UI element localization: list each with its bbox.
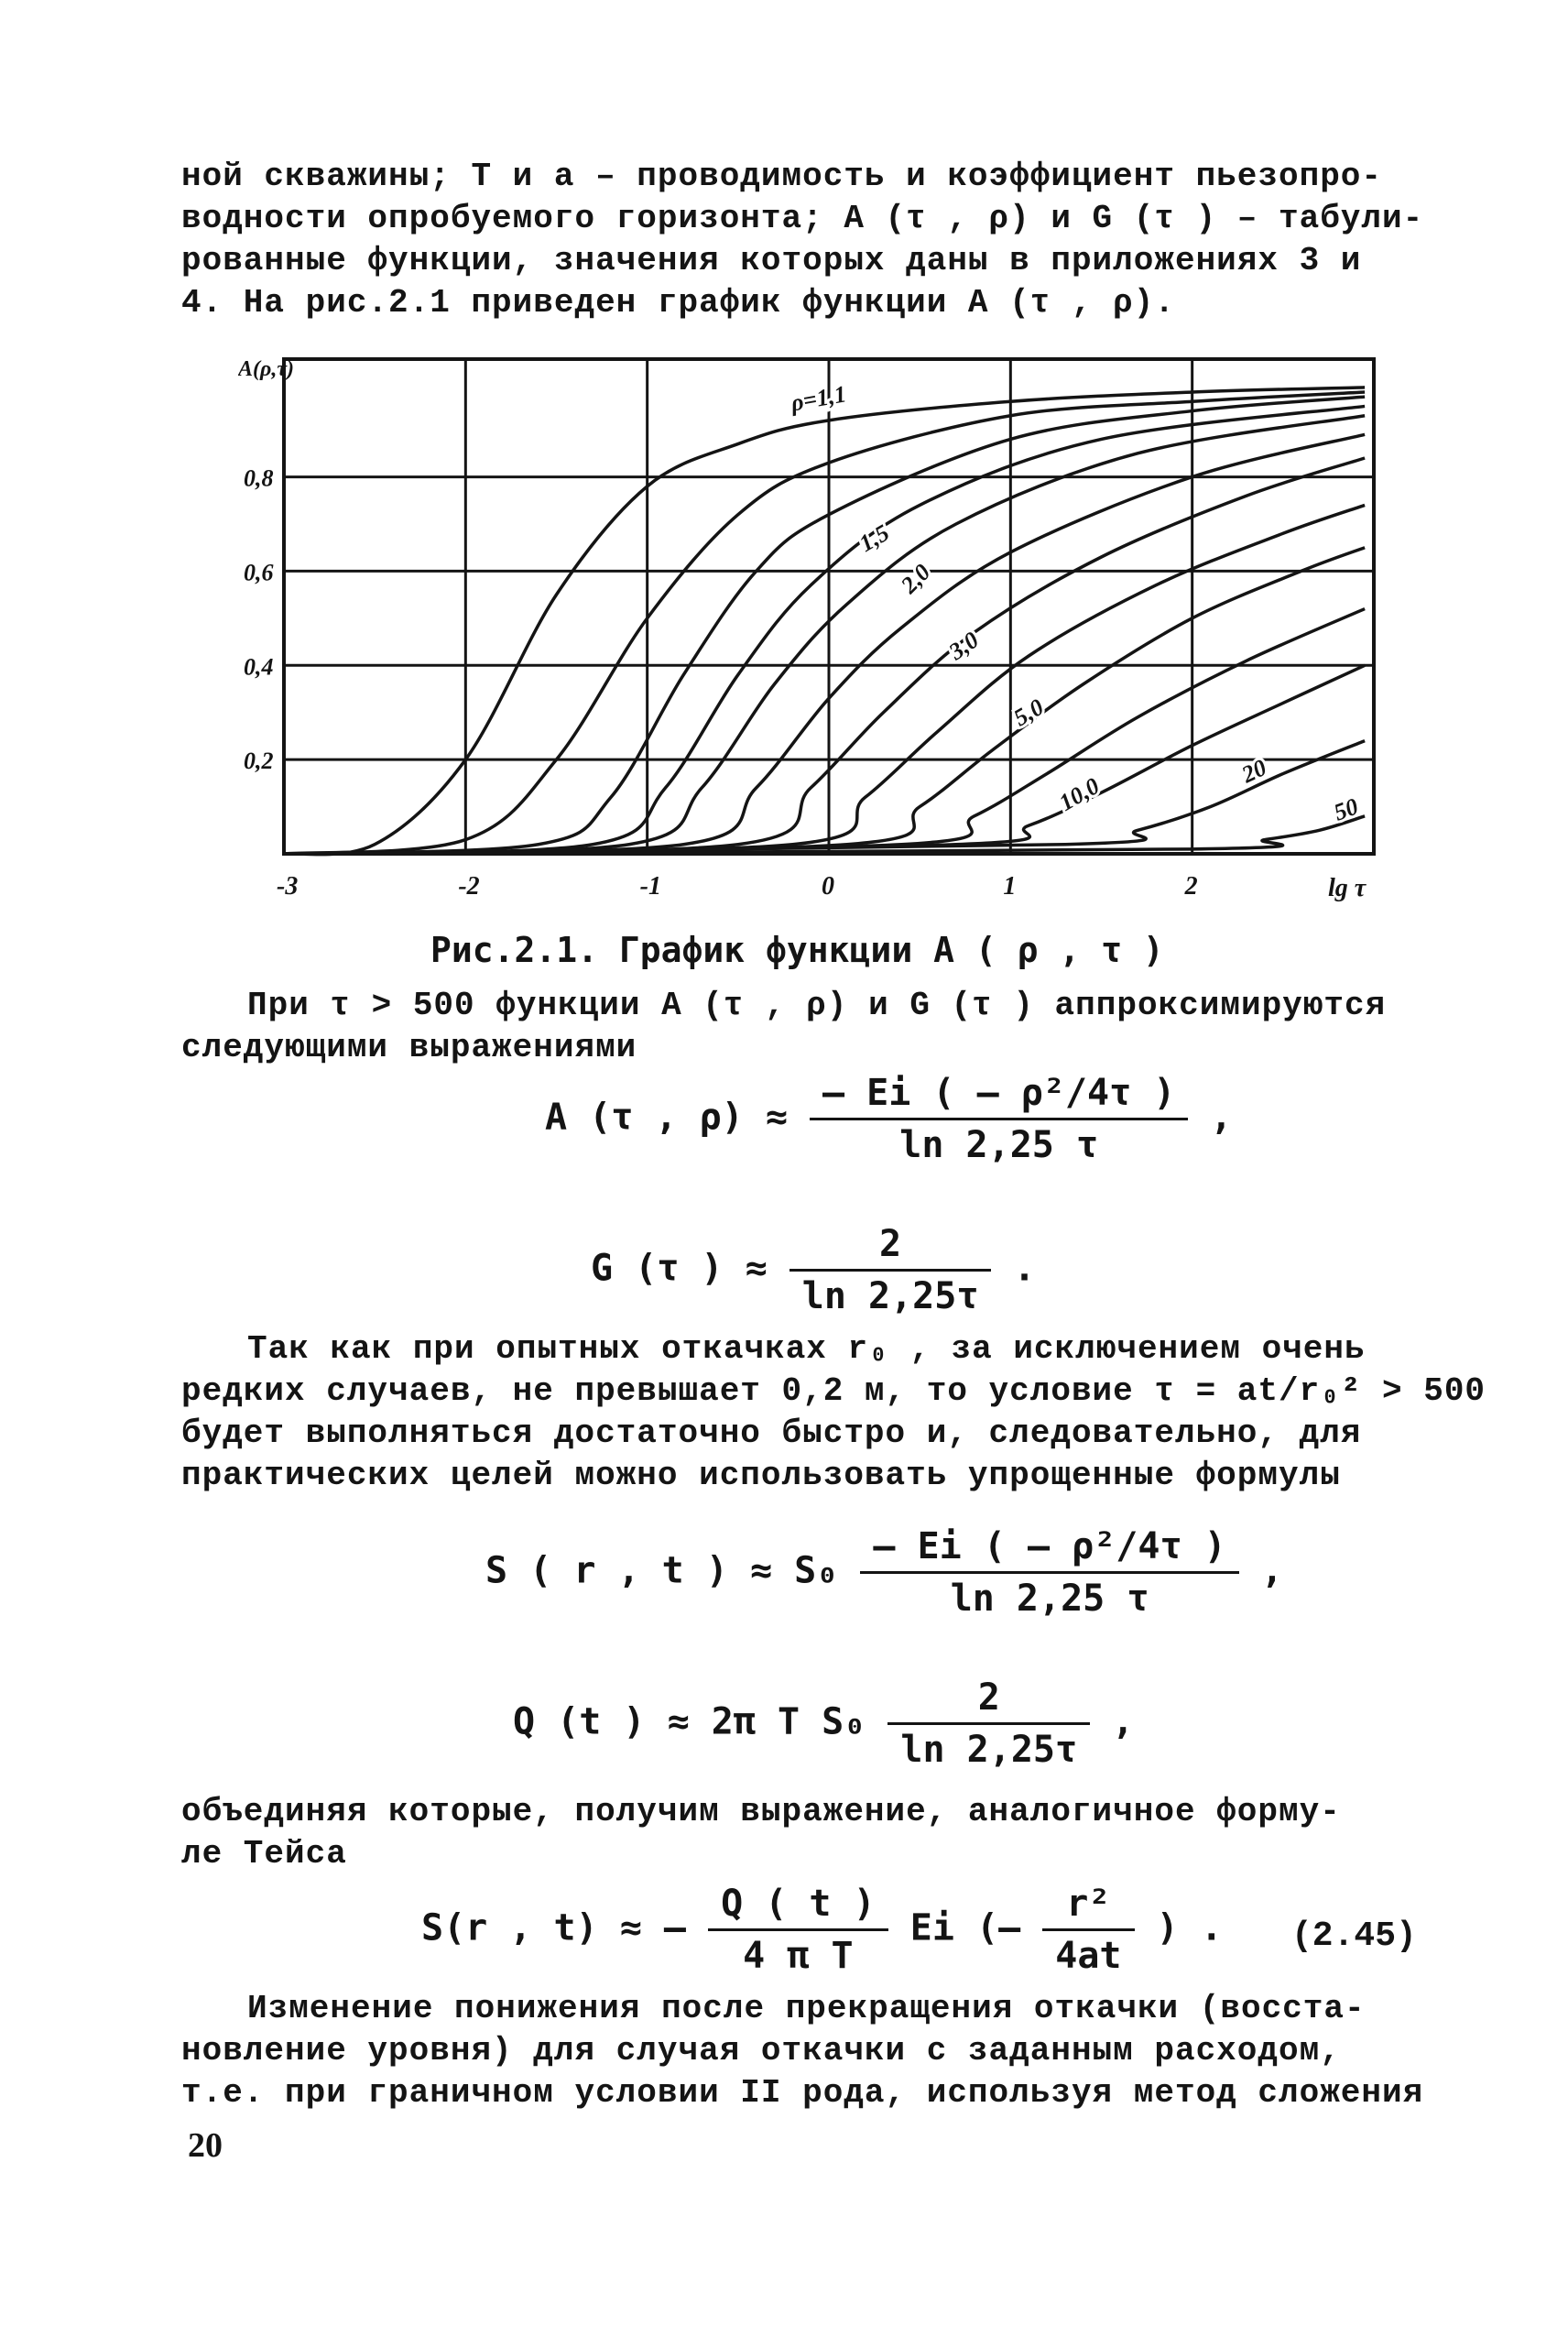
numerator: 2 [887,1676,1090,1725]
x-tick-label: 2 [1184,872,1198,901]
formula-a [545,1072,1233,1166]
paragraph-approx [181,985,1418,1069]
fraction [810,1072,1188,1166]
curve-label: 2,0 [895,558,936,599]
curve-label: 20 [1237,754,1271,789]
fraction [789,1223,992,1317]
x-tick-label: -3 [277,872,299,901]
numerator: – Ei ( – ρ²/4τ ) [860,1525,1238,1574]
series-line-rho-1-1 [284,388,1365,855]
text-line: объединяя которые, получим выражение, аналогичное форму- [181,1793,1341,1830]
text-line: 4. На рис.2.1 приведен график функции A (τ , ρ). [181,284,1175,322]
denominator: 4 π T [743,1935,854,1977]
text-line: ной скважины; T и a – проводимость и коэффициент пьезопро- [181,158,1383,195]
fraction [860,1525,1238,1620]
formula-g [591,1223,1036,1317]
denominator: ln 2,25τ [801,1275,979,1317]
x-tick-label: 0 [822,872,834,901]
x-tick-label: -1 [639,872,661,901]
text-line: При τ > 500 функции A (τ , ρ) и G (τ ) аппроксимируются [247,987,1387,1024]
series-line-rho-7 [284,609,1365,854]
formula-tail: ) . [1156,1906,1223,1949]
text-line: рованные функции, значения которых даны в приложениях 3 и [181,242,1362,279]
x-tick-label: -2 [458,872,480,901]
curve-label: 50 [1330,792,1362,826]
paragraph-recovery [181,1988,1424,2114]
series-line-rho-2-5 [284,434,1365,854]
denominator: ln 2,25τ [900,1729,1078,1771]
text-line: т.е. при граничном условии II рода, используя метод сложения [181,2074,1424,2112]
formula-tail: , [1112,1700,1135,1743]
numerator: Q ( t ) [708,1883,888,1931]
series-line-rho-4 [284,505,1365,854]
text-line: будет выполняться достаточно быстро и, следовательно, для [181,1414,1362,1452]
y-tick-label: 0,6 [244,559,274,586]
formula-tail: . [1013,1247,1036,1290]
paragraph-intro [181,156,1424,324]
curve-label: 1,5 [855,519,894,558]
numerator: – Ei ( – ρ²/4τ ) [810,1072,1188,1120]
text-line: новление уровня) для случая откачки с заданным расходом, [181,2032,1341,2069]
text-line: ле Тейса [181,1835,347,1873]
formula-theis [421,1883,1223,1977]
formula-tail: , [1260,1549,1283,1592]
chart-svg [238,350,1392,918]
series-line-rho-5 [284,548,1365,854]
formula-lhs: S(r , t) ≈ – [421,1906,686,1949]
curve-label: 5,0 [1008,693,1049,732]
figure-chart [238,350,1392,923]
text-line: Так как при опытных откачках r₀ , за исключением очень [247,1330,1366,1368]
formula-mid: Ei (– [909,1906,1021,1949]
y-axis-label: A(ρ,τ) [238,357,295,381]
numerator: 2 [789,1223,992,1272]
y-tick-label: 0,4 [244,653,274,681]
numerator: r² [1042,1883,1134,1931]
y-tick-label: 0,2 [244,748,274,775]
y-tick-label: 0,8 [244,464,274,492]
formula-q [513,1676,1134,1771]
text-line: водности опробуемого горизонта; A (τ , ρ) и G (τ ) – табули- [181,200,1424,237]
series-line-rho-2 [284,416,1365,854]
series-line-rho-20 [284,741,1365,854]
curve-label: 10,0 [1054,772,1105,816]
denominator: ln 2,25 τ [899,1124,1099,1166]
paragraph-so [181,1328,1486,1497]
fraction [708,1883,888,1977]
curve-label: ρ=1,1 [789,380,849,417]
fraction [887,1676,1090,1771]
curve-label: 3,0 [943,626,984,666]
text-line: Изменение понижения после прекращения откачки (восста- [247,1990,1366,2027]
text-line: редких случаев, не превышает 0,2 м, то условие τ = at/r₀² > 500 [181,1372,1486,1410]
formula-lhs: G (τ ) ≈ [591,1247,768,1290]
formula-lhs: S ( r , t ) ≈ S₀ [485,1549,839,1592]
denominator: ln 2,25 τ [950,1578,1149,1620]
formula-tail: , [1210,1096,1233,1139]
formula-lhs: Q (t ) ≈ 2π T S₀ [513,1700,866,1743]
equation-number: (2.45) [1291,1916,1417,1956]
denominator: 4at [1055,1935,1122,1977]
x-axis-label: lg τ [1328,874,1367,902]
paragraph-combine [181,1791,1418,1875]
text-line: следующими выражениями [181,1029,637,1066]
figure-caption: Рис.2.1. График функции A ( ρ , τ ) [430,930,1164,970]
text-line: практических целей можно использовать упрощенные формулы [181,1457,1341,1494]
x-tick-label: 1 [1003,872,1017,901]
formula-s [485,1525,1283,1620]
formula-lhs: A (τ , ρ) ≈ [545,1096,788,1139]
fraction [1042,1883,1134,1977]
page-number: 20 [188,2126,223,2165]
